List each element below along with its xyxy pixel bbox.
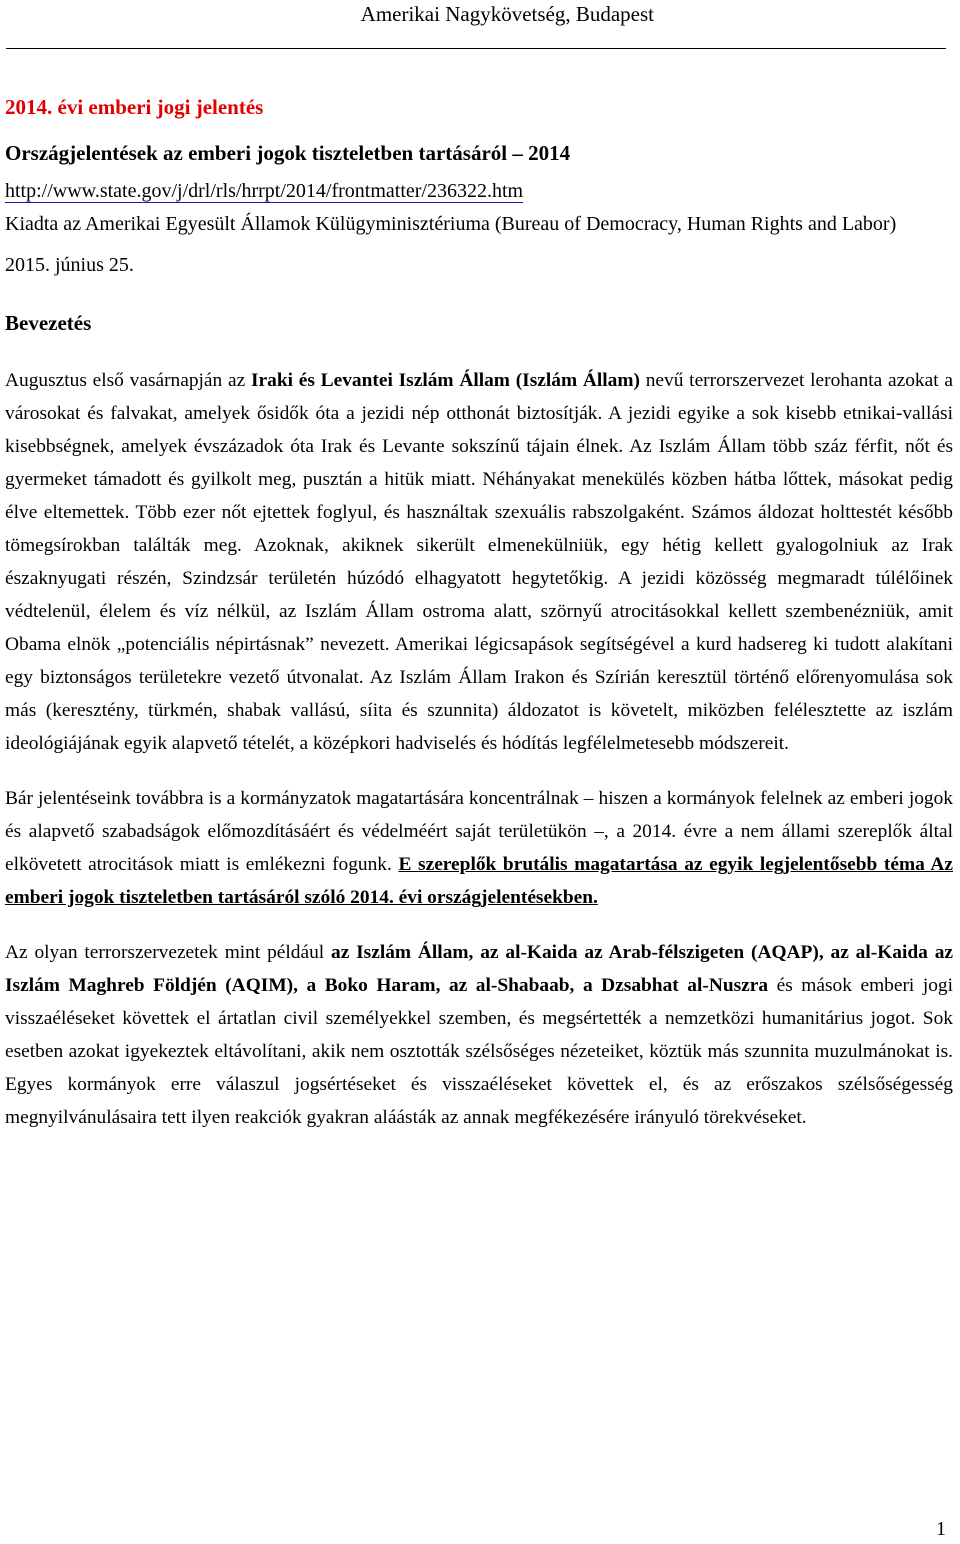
publisher-line: Kiadta az Amerikai Egyesült Államok Külügyminisztériuma (Bureau of Democracy, Human Rights and Labor) <box>5 213 897 235</box>
publication-date: 2015. június 25. <box>5 254 134 276</box>
page-header <box>6 0 946 49</box>
paragraph-3-bold-orgs: az Iszlám Állam, az al-Kaida az Arab-félszigeten (AQAP), az al-Kaida az Iszlám Maghreb Földjén (AQIM), a Boko Haram, az al-Shabaab, a Dzsabhat al-Nuszra <box>5 942 953 996</box>
paragraph-3 <box>5 936 953 1134</box>
paragraph-2-text-a: Bár jelentéseink továbbra is a kormányzatok magatartására koncentrálnak – hiszen a kormányok felelnek az emberi jogok és alapvető szabadságok előmozdításáért és védelméért saját területükön –, a 2014. évre a nem állami szereplők által elkövetett atrocitások miatt is emlékezni fogunk. <box>5 788 953 875</box>
paragraph-3-text-a: Az olyan terrorszervezetek mint például <box>5 942 331 963</box>
paragraph-2-bold-underlined: E szereplők brutális magatartása az egyik legjelentősebb téma Az emberi jogok tiszteletben tartásáról szóló 2014. évi országjelentésekben. <box>5 854 953 908</box>
document-title: 2014. évi emberi jogi jelentés <box>5 95 264 119</box>
header-embassy-name: Amerikai Nagykövetség, Budapest <box>360 2 654 26</box>
document-body <box>5 92 953 1156</box>
paragraph-1-bold-org: Iraki és Levantei Iszlám Állam (Iszlám Állam) <box>250 370 640 391</box>
paragraph-3-text-b: és mások emberi jogi visszaéléseket követtek el ártatlan civil személyekkel szemben, és megsértették a nemzetközi humanitárius jogot. Sok esetben azokat igyekeztek eltávolítani, akik nem osztották szélsőséges nézeteiket, köztük más szunnita muzulmánokat is. Egyes kormányok erre válaszul jogsértéseket és visszaéléseket követtek el, és az erőszakos szélsőségesség megnyilvánulásaira tett ilyen reakciók gyakran aláásták az annak megfékezésére irányuló törekvéseket. <box>5 975 954 1128</box>
document-subtitle: Országjelentések az emberi jogok tiszteletben tartásáról – 2014 <box>5 141 571 165</box>
paragraph-1 <box>5 364 953 760</box>
section-heading-introduction: Bevezetés <box>5 311 92 335</box>
source-url-line <box>5 176 953 206</box>
paragraph-1-text-a: Augusztus első vasárnapján az <box>5 370 251 391</box>
page-number: 1 <box>936 1518 946 1540</box>
source-url-link[interactable]: http://www.state.gov/j/drl/rls/hrrpt/2014/frontmatter/236322.htm <box>5 180 524 202</box>
paragraph-1-text-b: nevű terrorszervezet lerohanta azokat a városokat és falvakat, amelyek ősidők óta a jezidi nép otthonát biztosítják. A jezidi egyike a sok kisebb etnikai-vallási kisebbségnek, amelyek évszázadok óta Irak és Levante sokszínű tájain élnek. Az Iszlám Állam több száz férfit, nőt és gyermeket támadott és gyilkolt meg, pusztán a hitük miatt. Néhányakat menekülés közben hátba lőttek, másokat pedig élve eltemettek. Több ezer nőt ejtettek foglyul, és használtak szexuális rabszolgaként. Számos áldozat holttestét később tömegsírokban találták meg. Azoknak, akiknek sikerült elmenekülniük, egy hétig kellett gyalogolniuk az Irak északnyugati részén, Szindzsár területén húzódó elhagyatott hegytetőkig. A jezidi közösség megmaradt túlélőinek védtelenül, élelem és víz nélkül, az Iszlám Állam ostroma alatt, szörnyű atrocitásokkal kellett szembenézniük, amit Obama elnök „potenciális népirtásnak” nevezett. Amerikai légicsapások segítségével a kurd hadsereg ki tudott alakítani egy biztonságos területekre vezető útvonalat. Az Iszlám Állam Irakon és Szírián keresztül történő előrenyomulása sok más (keresztény, türkmén, shabak vallású, síita és szunnita) áldozatot is követelt, miközben felélesztette az iszlám ideológiájának egyik alapvető tételét, a középkori hadviselés és hódítás legfélelmetesebb módszereit. <box>5 370 953 754</box>
paragraph-2 <box>5 782 953 914</box>
